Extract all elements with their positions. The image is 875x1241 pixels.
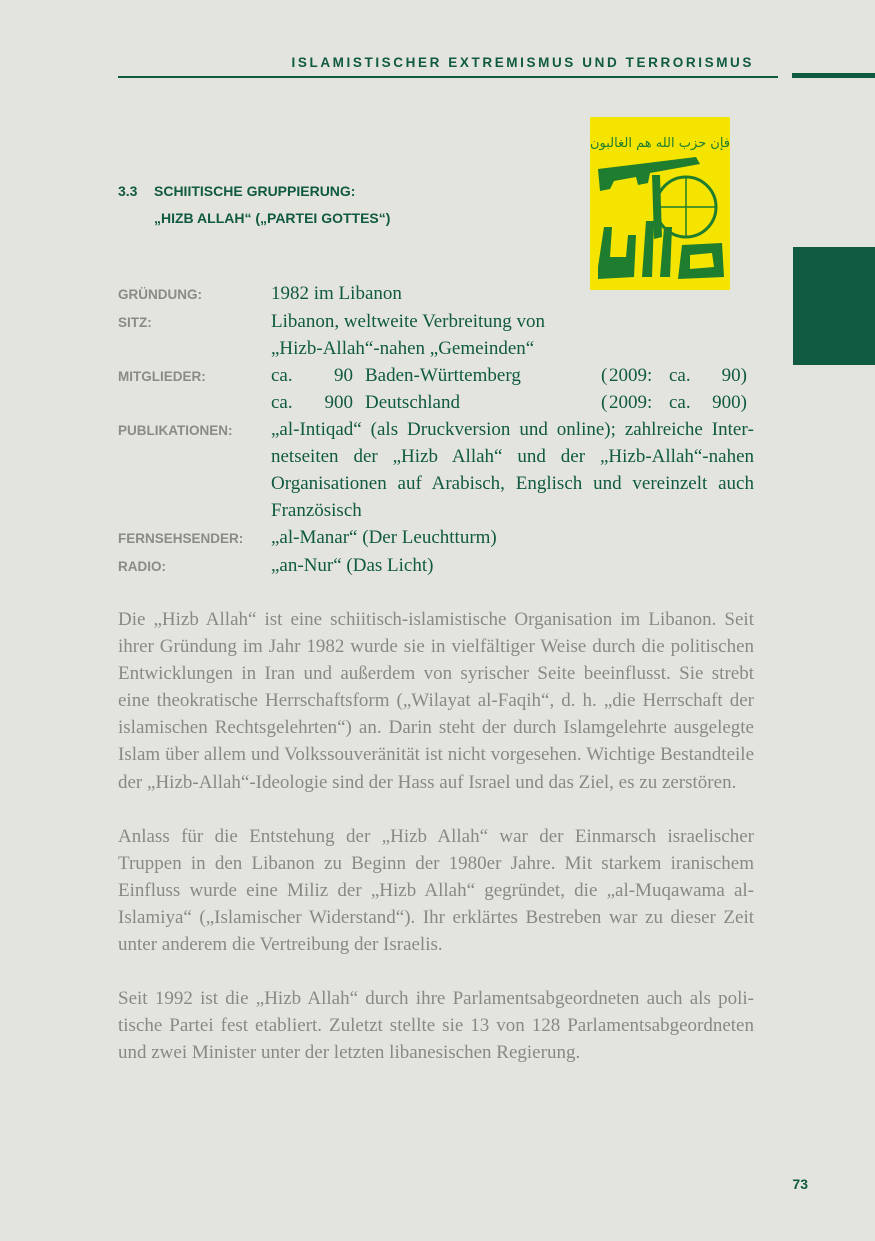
members-row: ca. 90 Baden-Württemberg ( 2009: ca. 90) bbox=[271, 365, 747, 386]
fact-label: MITGLIEDER: bbox=[118, 369, 206, 384]
fact-gruendung bbox=[118, 280, 758, 308]
body-text bbox=[118, 606, 754, 1093]
fact-label: RADIO: bbox=[118, 559, 166, 574]
chapter-tab-marker bbox=[793, 247, 875, 365]
fact-sitz bbox=[118, 308, 758, 362]
header-rule bbox=[118, 76, 778, 78]
emblem-arabic-text: فإن حزب الله هم الغالبون bbox=[590, 136, 730, 151]
body-paragraph: Anlass für die Entstehung der „Hizb Allah“ war der Einmarsch israelischer Truppen in den Libanon zu Beginn der 1980er Jahre. Mit starkem iranischem Einfluss wurde eine Miliz der „Hizb Allah“ gegründet, die „al-Muqawama al-Islamiya“ („Islamischer Widerstand“). Ihr erklärtes Bestreben war zu dieser Zeit unter anderem die Vertreibung der Israelis. bbox=[118, 825, 754, 956]
fact-mitglieder bbox=[118, 362, 758, 416]
fact-label: GRÜNDUNG: bbox=[118, 287, 202, 302]
fact-label: PUBLIKATIONEN: bbox=[118, 423, 233, 438]
body-paragraph: Die „Hizb Allah“ ist eine schiitisch-islamistische Organisation im Libanon. Seit ihrer Gründung im Jahr 1982 wurde sie in vielfältiger Weise durch die politischen Entwicklungen in Iran und außerdem von syrischer Seite beeinflusst. Sie strebt eine theokratische Herrschaftsform („Wilayat al-Faqih“, d. h. „die Herrschaft der islamischen Rechtsgelehrten“) an. Darin steht der durch Islamgelehrte ausgelegte Islam über allem und Volkssouveränität ist nicht vorgesehen. Wichtige Bestandteile der „Hizb-Allah“-Ideologie sind der Hass auf Israel und das Ziel, es zu zerstören. bbox=[118, 609, 754, 793]
header-rule-accent bbox=[792, 73, 875, 78]
fact-value: „al-Intiqad“ (als Druckversion und online); zahlreiche Internetseiten der „Hizb Allah“ und der „Hizb-Allah“-nahen Organisationen auf Arabisch, Englisch und vereinzelt auch Französisch bbox=[271, 419, 754, 521]
fact-value-line: „Hizb-Allah“-nahen „Gemeinden“ bbox=[271, 338, 535, 359]
section-heading bbox=[118, 178, 390, 232]
fact-label: SITZ: bbox=[118, 315, 152, 330]
running-header: ISLAMISTISCHER EXTREMISMUS UND TERRORISMUS bbox=[291, 55, 754, 70]
page-number: 73 bbox=[792, 1176, 808, 1192]
fact-publikationen bbox=[118, 416, 758, 524]
hizb-allah-flag-emblem-icon bbox=[590, 117, 730, 290]
body-paragraph: Seit 1992 ist die „Hizb Allah“ durch ihre Parlamentsabgeordneten auch als politische Partei fest etabliert. Zuletzt stellte sie 13 von 128 Parlamentsabgeordneten und zwei Minister unter der letzten libanesischen Regierung. bbox=[118, 988, 754, 1064]
fact-radio bbox=[118, 552, 758, 580]
fact-fernsehsender bbox=[118, 524, 758, 552]
fact-value: „al-Manar“ (Der Leuchtturm) bbox=[271, 527, 497, 548]
fact-value-line: Libanon, weltweite Verbreitung von bbox=[271, 311, 546, 332]
fact-label: FERNSEHSENDER: bbox=[118, 531, 244, 546]
fact-sheet bbox=[118, 280, 758, 580]
section-title-line2: „HIZB ALLAH“ („PARTEI GOTTES“) bbox=[154, 210, 391, 226]
members-row: ca. 900 Deutschland ( 2009: ca. 900) bbox=[271, 392, 747, 413]
section-title-line1: SCHIITISCHE GRUPPIERUNG: bbox=[154, 183, 356, 199]
fact-value: „an-Nur“ (Das Licht) bbox=[271, 555, 434, 576]
section-number: 3.3 bbox=[118, 183, 138, 199]
fact-value: 1982 im Libanon bbox=[271, 283, 402, 304]
